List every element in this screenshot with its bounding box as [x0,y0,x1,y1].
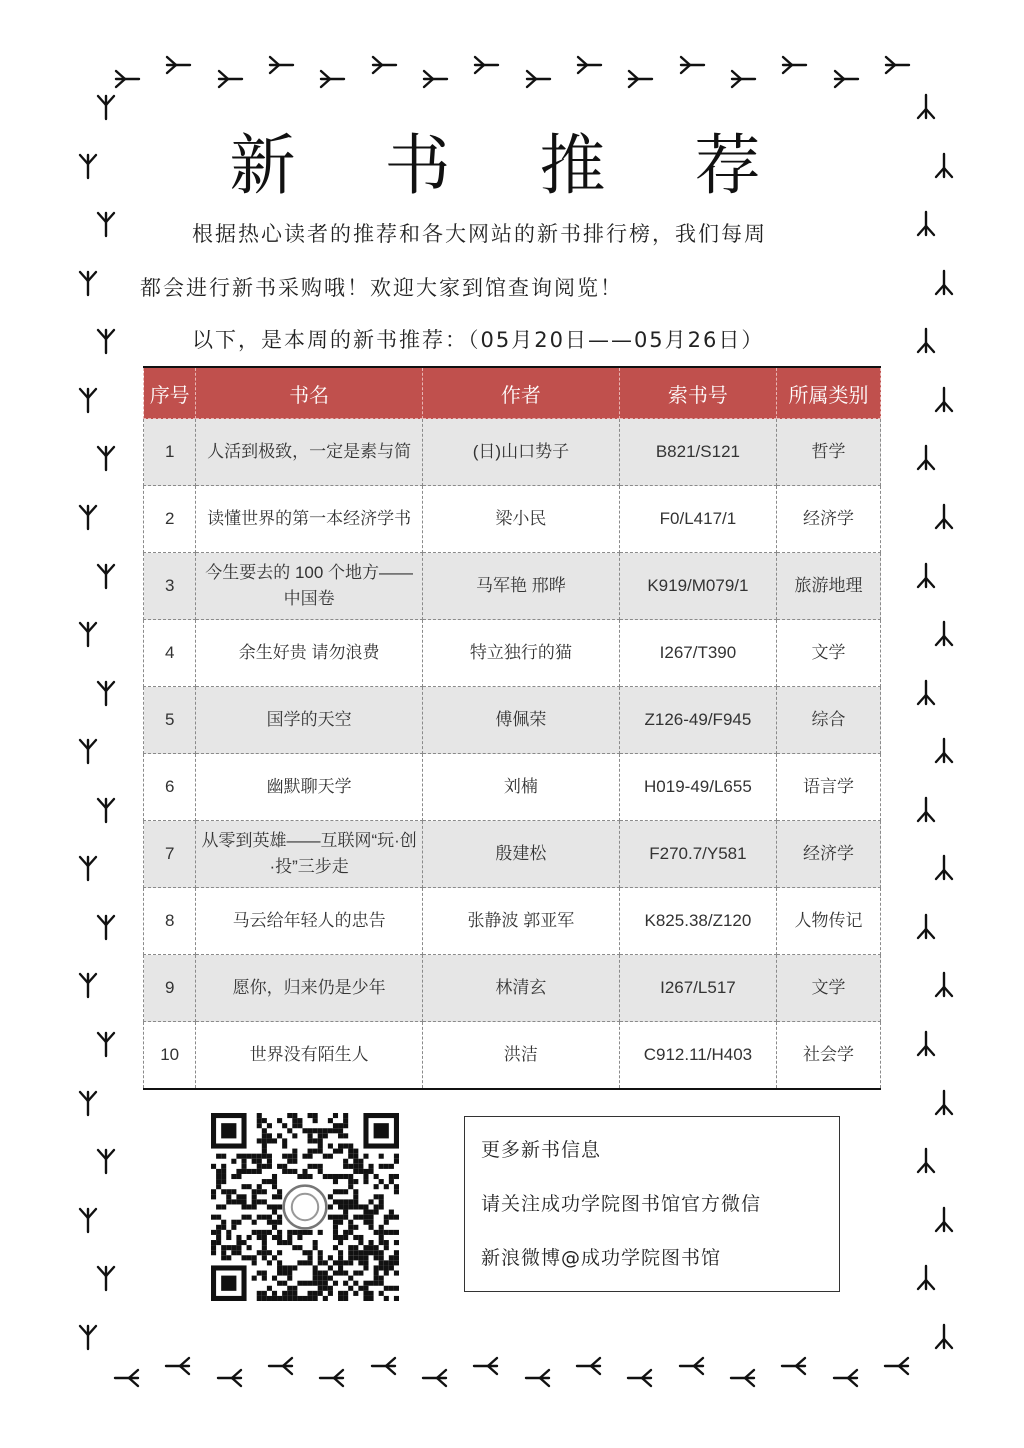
bird-footprint-icon [929,502,959,532]
bird-footprint-icon [911,1146,941,1176]
table-row [144,687,881,754]
bird-footprint-icon [91,1146,121,1176]
bird-footprint-icon [625,1363,655,1393]
info-line-3: 新浪微博@成功学院图书馆 [481,1247,722,1269]
cell-title: 国学的天空 [196,687,423,754]
bird-footprint-icon [471,50,501,80]
bird-footprint-icon [73,1088,103,1118]
bird-footprint-icon [215,1363,245,1393]
bird-footprint-icon [677,50,707,80]
bird-footprint-icon [91,209,121,239]
bottom-footprint-border [112,1352,912,1392]
cell-author: 傅佩荣 [422,687,619,754]
bird-footprint-icon [73,268,103,298]
cell-category: 语言学 [776,754,880,821]
cell-category: 人物传记 [776,888,880,955]
bird-footprint-icon [677,1351,707,1381]
cell-call-number: C912.11/H403 [619,1022,776,1090]
cell-category: 经济学 [776,821,880,888]
cell-author: 刘楠 [422,754,619,821]
bird-footprint-icon [163,1351,193,1381]
bird-footprint-icon [73,502,103,532]
cell-no: 7 [144,821,196,888]
bird-footprint-icon [728,1363,758,1393]
bird-footprint-icon [112,1363,142,1393]
bird-footprint-icon [929,1205,959,1235]
info-box [464,1116,840,1292]
cell-title: 幽默聊天学 [196,754,423,821]
bird-footprint-icon [73,970,103,1000]
cell-title: 人活到极致，一定是素与简 [196,419,423,486]
bird-footprint-icon [911,1029,941,1059]
cell-category: 经济学 [776,486,880,553]
cell-author: (日)山口势子 [422,419,619,486]
bird-footprint-icon [317,1363,347,1393]
table-row [144,620,881,687]
cell-call-number: K825.38/Z120 [619,888,776,955]
bird-footprint-icon [266,1351,296,1381]
table-row [144,419,881,486]
bird-footprint-icon [911,795,941,825]
cell-title: 今生要去的 100 个地方——中国卷 [196,553,423,620]
table-row [144,821,881,888]
cell-category: 旅游地理 [776,553,880,620]
table-body [144,419,881,1090]
bird-footprint-icon [929,385,959,415]
bird-footprint-icon [574,50,604,80]
intro-line-3: 以下，是本周的新书推荐：（05月20日——05月26日） [192,328,765,352]
table-row [144,486,881,553]
bird-footprint-icon [929,853,959,883]
cell-author: 张静波 郭亚军 [422,888,619,955]
bird-footprint-icon [91,678,121,708]
info-line-1: 更多新书信息 [481,1139,602,1161]
header-category: 所属类别 [776,367,880,419]
bird-footprint-icon [91,912,121,942]
cell-call-number: F0/L417/1 [619,486,776,553]
bird-footprint-icon [728,64,758,94]
bird-footprint-icon [523,1363,553,1393]
table-row [144,754,881,821]
cell-author: 殷建松 [422,821,619,888]
cell-author: 梁小民 [422,486,619,553]
cell-author: 马军艳 邢晔 [422,553,619,620]
bird-footprint-icon [779,50,809,80]
cell-no: 5 [144,687,196,754]
left-footprint-border [72,92,122,1352]
header-no: 序号 [144,367,196,419]
bird-footprint-icon [911,209,941,239]
table-row [144,888,881,955]
book-table [143,366,881,1090]
bird-footprint-icon [317,64,347,94]
bird-footprint-icon [369,50,399,80]
cell-author: 洪洁 [422,1022,619,1090]
cell-no: 6 [144,754,196,821]
bird-footprint-icon [911,912,941,942]
table-row [144,955,881,1022]
intro-line-2: 都会进行新书采购哦！欢迎大家到馆查询阅览！ [140,276,623,300]
bird-footprint-icon [523,64,553,94]
table-header-row [144,367,881,419]
cell-author: 林清玄 [422,955,619,1022]
header-call-number: 索书号 [619,367,776,419]
bird-footprint-icon [911,678,941,708]
cell-category: 文学 [776,620,880,687]
cell-category: 文学 [776,955,880,1022]
bird-footprint-icon [91,326,121,356]
intro-line-1: 根据热心读者的推荐和各大网站的新书排行榜，我们每周 [192,222,767,246]
bird-footprint-icon [369,1351,399,1381]
cell-author: 特立独行的猫 [422,620,619,687]
bird-footprint-icon [215,64,245,94]
bird-footprint-icon [163,50,193,80]
cell-call-number: K919/M079/1 [619,553,776,620]
bird-footprint-icon [625,64,655,94]
top-footprint-border [112,52,912,92]
table-row [144,1022,881,1090]
bird-footprint-icon [91,561,121,591]
bird-footprint-icon [73,1322,103,1352]
cell-call-number: B821/S121 [619,419,776,486]
bird-footprint-icon [73,736,103,766]
bird-footprint-icon [91,795,121,825]
bird-footprint-icon [831,64,861,94]
cell-no: 3 [144,553,196,620]
bird-footprint-icon [911,443,941,473]
cell-no: 8 [144,888,196,955]
right-footprint-border [910,92,960,1352]
bird-footprint-icon [929,619,959,649]
bird-footprint-icon [91,1029,121,1059]
cell-no: 1 [144,419,196,486]
cell-category: 社会学 [776,1022,880,1090]
bird-footprint-icon [73,1205,103,1235]
bird-footprint-icon [929,1088,959,1118]
cell-call-number: I267/L517 [619,955,776,1022]
qr-code-icon [211,1113,399,1301]
header-title: 书名 [196,367,423,419]
bird-footprint-icon [471,1351,501,1381]
bird-footprint-icon [929,736,959,766]
bird-footprint-icon [779,1351,809,1381]
bird-footprint-icon [73,619,103,649]
cell-title: 马云给年轻人的忠告 [196,888,423,955]
bird-footprint-icon [911,1263,941,1293]
cell-title: 余生好贵 请勿浪费 [196,620,423,687]
bird-footprint-icon [911,561,941,591]
bird-footprint-icon [91,443,121,473]
cell-call-number: H019-49/L655 [619,754,776,821]
cell-no: 4 [144,620,196,687]
cell-title: 世界没有陌生人 [196,1022,423,1090]
bird-footprint-icon [831,1363,861,1393]
cell-title: 读懂世界的第一本经济学书 [196,486,423,553]
bird-footprint-icon [929,1322,959,1352]
bird-footprint-icon [112,64,142,94]
cell-category: 综合 [776,687,880,754]
bird-footprint-icon [420,64,450,94]
cell-no: 9 [144,955,196,1022]
bird-footprint-icon [420,1363,450,1393]
table-row [144,553,881,620]
bird-footprint-icon [574,1351,604,1381]
cell-call-number: F270.7/Y581 [619,821,776,888]
bird-footprint-icon [91,1263,121,1293]
cell-category: 哲学 [776,419,880,486]
cell-call-number: Z126-49/F945 [619,687,776,754]
cell-title: 愿你，归来仍是少年 [196,955,423,1022]
bird-footprint-icon [266,50,296,80]
cell-call-number: I267/T390 [619,620,776,687]
bird-footprint-icon [73,385,103,415]
page-title: 新 书 推 荐 [229,127,795,204]
bird-footprint-icon [929,970,959,1000]
bird-footprint-icon [73,853,103,883]
header-author: 作者 [422,367,619,419]
cell-title: 从零到英雄——互联网“玩·创·投”三步走 [196,821,423,888]
cell-no: 10 [144,1022,196,1090]
info-line-2: 请关注成功学院图书馆官方微信 [481,1193,762,1215]
bird-footprint-icon [929,268,959,298]
cell-no: 2 [144,486,196,553]
bird-footprint-icon [882,50,912,80]
bird-footprint-icon [882,1351,912,1381]
